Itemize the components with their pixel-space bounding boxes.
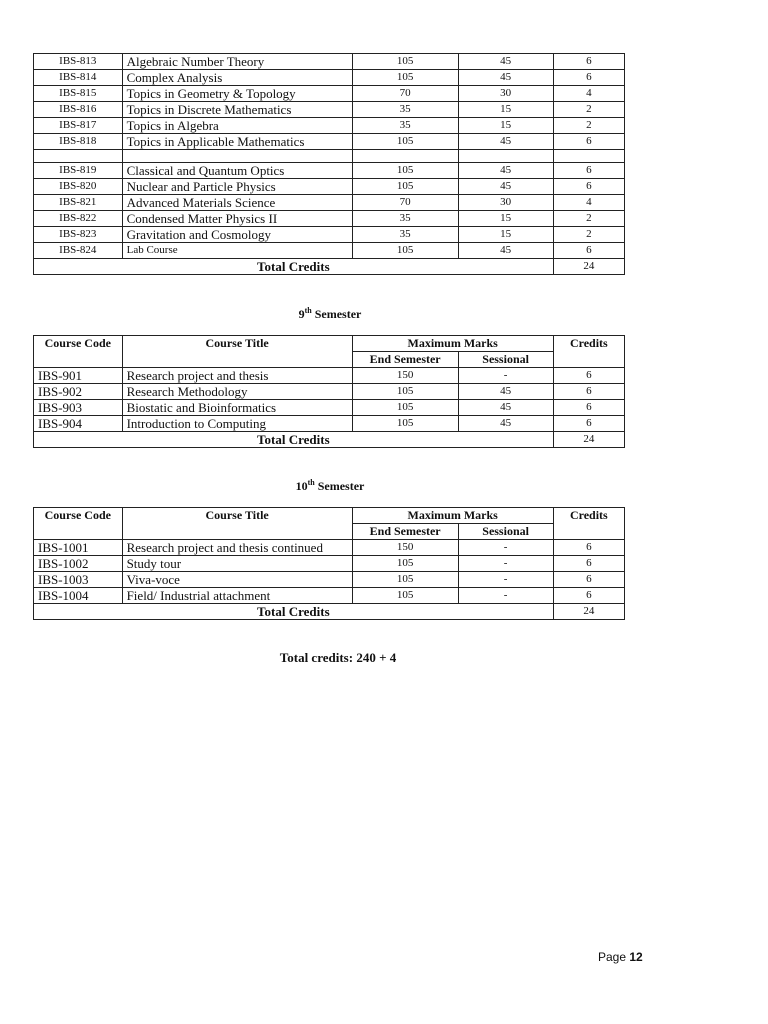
course-code: IBS-824 (34, 243, 123, 259)
sessional-marks: 15 (458, 118, 553, 134)
course-title: Introduction to Computing (122, 416, 352, 432)
page-label: Page (598, 950, 627, 964)
credits: 6 (553, 588, 624, 604)
end-semester-marks: 105 (352, 179, 458, 195)
sessional-marks: 45 (458, 54, 553, 70)
credits: 6 (553, 243, 624, 259)
end-semester-marks: 35 (352, 211, 458, 227)
credits: 4 (553, 86, 624, 102)
sessional-marks: 45 (458, 179, 553, 195)
credits: 6 (553, 163, 624, 179)
credits: 6 (553, 556, 624, 572)
course-title: Research project and thesis continued (122, 540, 352, 556)
grand-total-credits: Total credits: 240 + 4 (279, 650, 397, 665)
sessional-marks: - (458, 368, 553, 384)
table-row (34, 540, 625, 556)
credits: 6 (553, 134, 624, 150)
course-code: IBS-815 (34, 86, 123, 102)
course-code: IBS-1001 (34, 540, 123, 556)
col-maximum-marks: Maximum Marks (352, 508, 553, 524)
credits: 6 (553, 572, 624, 588)
table-row (34, 86, 625, 102)
course-title: Topics in Algebra (122, 118, 352, 134)
total-credits-label: Total Credits (34, 259, 554, 275)
credits: 6 (553, 540, 624, 556)
sessional-marks: 45 (458, 384, 553, 400)
course-title: Topics in Geometry & Topology (122, 86, 352, 102)
page-number: 12 (629, 950, 643, 964)
course-title: Nuclear and Particle Physics (122, 179, 352, 195)
course-code: IBS-814 (34, 70, 123, 86)
credits: 6 (553, 400, 624, 416)
course-code: IBS-901 (34, 368, 123, 384)
table-row (34, 416, 625, 432)
table-row (34, 134, 625, 150)
course-code: IBS-1004 (34, 588, 123, 604)
total-credits-row (34, 432, 625, 448)
credits: 2 (553, 211, 624, 227)
course-title: Field/ Industrial attachment (122, 588, 352, 604)
semester-10-table (33, 507, 625, 620)
table-row (34, 556, 625, 572)
end-semester-marks: 150 (352, 540, 458, 556)
table-row (34, 400, 625, 416)
col-credits: Credits (553, 336, 624, 368)
table-row (34, 179, 625, 195)
course-title: Viva-voce (122, 572, 352, 588)
semester-8-table (33, 53, 625, 275)
end-semester-marks: 35 (352, 118, 458, 134)
end-semester-marks: 105 (352, 70, 458, 86)
table-row (34, 195, 625, 211)
course-title: Research project and thesis (122, 368, 352, 384)
table-row (34, 118, 625, 134)
table-row (34, 163, 625, 179)
sessional-marks: 30 (458, 86, 553, 102)
table-row (34, 211, 625, 227)
table-row (34, 368, 625, 384)
course-title: Biostatic and Bioinformatics (122, 400, 352, 416)
end-semester-marks: 105 (352, 588, 458, 604)
end-semester-marks: 105 (352, 400, 458, 416)
credits: 6 (553, 54, 624, 70)
semester-9-table (33, 335, 625, 448)
table-row (34, 227, 625, 243)
course-title: Lab Course (122, 243, 352, 259)
table-row (34, 572, 625, 588)
end-semester-marks: 105 (352, 134, 458, 150)
end-semester-marks: 35 (352, 227, 458, 243)
course-code: IBS-1003 (34, 572, 123, 588)
total-credits-label: Total Credits (34, 432, 554, 448)
course-code: IBS-822 (34, 211, 123, 227)
course-title: Topics in Discrete Mathematics (122, 102, 352, 118)
sessional-marks: 45 (458, 70, 553, 86)
course-title: Topics in Applicable Mathematics (122, 134, 352, 150)
total-credits-label: Total Credits (34, 604, 554, 620)
col-course-code: Course Code (34, 508, 123, 540)
semester-9-heading: 9th Semester (298, 306, 362, 321)
sessional-marks: 15 (458, 227, 553, 243)
course-code: IBS-816 (34, 102, 123, 118)
sessional-marks: - (458, 572, 553, 588)
course-code: IBS-813 (34, 54, 123, 70)
col-course-code: Course Code (34, 336, 123, 368)
course-title: Complex Analysis (122, 70, 352, 86)
credits: 2 (553, 118, 624, 134)
total-credits-value: 24 (553, 259, 624, 275)
col-sessional: Sessional (458, 524, 553, 540)
sessional-marks: - (458, 540, 553, 556)
sessional-marks: 30 (458, 195, 553, 211)
col-end-semester: End Semester (352, 352, 458, 368)
col-credits: Credits (553, 508, 624, 540)
credits: 6 (553, 368, 624, 384)
sessional-marks: 15 (458, 211, 553, 227)
end-semester-marks: 105 (352, 384, 458, 400)
credits: 2 (553, 102, 624, 118)
course-code: IBS-820 (34, 179, 123, 195)
end-semester-marks: 105 (352, 416, 458, 432)
course-title: Gravitation and Cosmology (122, 227, 352, 243)
credits: 6 (553, 70, 624, 86)
col-course-title: Course Title (122, 508, 352, 540)
sessional-marks: 45 (458, 243, 553, 259)
sessional-marks: 45 (458, 400, 553, 416)
credits: 6 (553, 179, 624, 195)
table-row (34, 588, 625, 604)
course-code: IBS-817 (34, 118, 123, 134)
course-code: IBS-1002 (34, 556, 123, 572)
course-code: IBS-902 (34, 384, 123, 400)
table-row (34, 70, 625, 86)
table-row (34, 54, 625, 70)
col-course-title: Course Title (122, 336, 352, 368)
course-code: IBS-823 (34, 227, 123, 243)
credits: 2 (553, 227, 624, 243)
course-title: Study tour (122, 556, 352, 572)
col-sessional: Sessional (458, 352, 553, 368)
sessional-marks: - (458, 588, 553, 604)
end-semester-marks: 105 (352, 243, 458, 259)
total-credits-row (34, 259, 625, 275)
sessional-marks: 15 (458, 102, 553, 118)
course-title: Condensed Matter Physics II (122, 211, 352, 227)
course-title: Algebraic Number Theory (122, 54, 352, 70)
course-code: IBS-819 (34, 163, 123, 179)
col-maximum-marks: Maximum Marks (352, 336, 553, 352)
end-semester-marks: 150 (352, 368, 458, 384)
table-spacer-row (34, 150, 625, 163)
end-semester-marks: 105 (352, 163, 458, 179)
table-row (34, 384, 625, 400)
course-code: IBS-818 (34, 134, 123, 150)
semester-10-heading: 10th Semester (295, 478, 365, 493)
sessional-marks: 45 (458, 163, 553, 179)
sessional-marks: - (458, 556, 553, 572)
end-semester-marks: 105 (352, 54, 458, 70)
total-credits-row (34, 604, 625, 620)
end-semester-marks: 105 (352, 556, 458, 572)
end-semester-marks: 35 (352, 102, 458, 118)
credits: 6 (553, 384, 624, 400)
end-semester-marks: 105 (352, 572, 458, 588)
sessional-marks: 45 (458, 416, 553, 432)
total-credits-value: 24 (553, 432, 624, 448)
course-title: Advanced Materials Science (122, 195, 352, 211)
total-credits-value: 24 (553, 604, 624, 620)
course-code: IBS-821 (34, 195, 123, 211)
sessional-marks: 45 (458, 134, 553, 150)
course-title: Research Methodology (122, 384, 352, 400)
course-code: IBS-903 (34, 400, 123, 416)
course-code: IBS-904 (34, 416, 123, 432)
course-title: Classical and Quantum Optics (122, 163, 352, 179)
end-semester-marks: 70 (352, 195, 458, 211)
col-end-semester: End Semester (352, 524, 458, 540)
page-footer (598, 950, 643, 964)
credits: 6 (553, 416, 624, 432)
end-semester-marks: 70 (352, 86, 458, 102)
table-row (34, 243, 625, 259)
table-row (34, 102, 625, 118)
credits: 4 (553, 195, 624, 211)
